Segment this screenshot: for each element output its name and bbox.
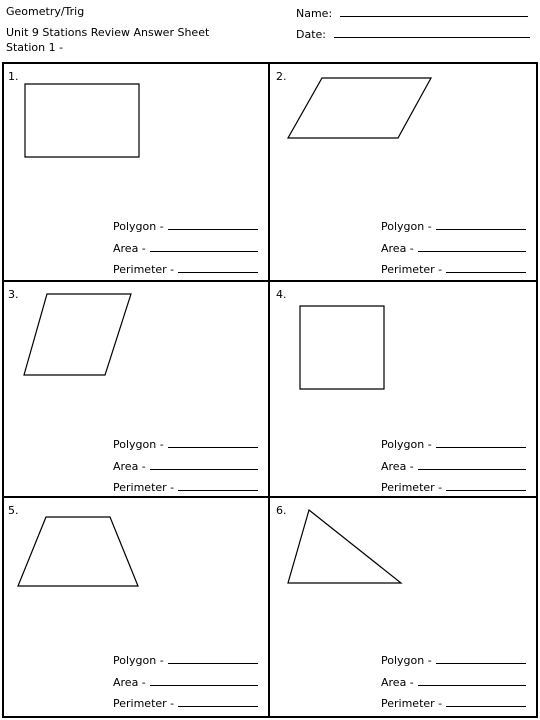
- area-answer-line[interactable]: [150, 469, 258, 470]
- name-row: [296, 5, 528, 20]
- problem-number: 6.: [276, 504, 287, 517]
- perimeter-label: Perimeter -: [381, 263, 443, 276]
- problem-cell-5: [2, 498, 270, 714]
- problem-number: 3.: [8, 288, 19, 301]
- polygon-answer-line[interactable]: [168, 447, 258, 448]
- polygon-label: Polygon -: [113, 654, 164, 667]
- perimeter-answer-line[interactable]: [178, 490, 258, 491]
- sheet-title: Unit 9 Stations Review Answer Sheet: [6, 26, 210, 39]
- problem-cell-4: [270, 282, 538, 498]
- polygon-label: Polygon -: [381, 654, 432, 667]
- answer-fields: [113, 646, 258, 711]
- course-name: Geometry/Trig: [6, 5, 85, 18]
- answer-fields: [381, 212, 526, 277]
- answer-fields: [113, 212, 258, 277]
- polygon-label: Polygon -: [113, 438, 164, 451]
- answer-fields: [113, 430, 258, 495]
- area-answer-line[interactable]: [150, 685, 258, 686]
- polygon-label: Polygon -: [381, 438, 432, 451]
- problem-cell-1: [2, 64, 270, 280]
- polygon-label: Polygon -: [113, 220, 164, 233]
- area-answer-line[interactable]: [150, 251, 258, 252]
- date-field[interactable]: [334, 26, 530, 38]
- date-row: [296, 26, 530, 41]
- problem-cell-6: [270, 498, 538, 714]
- perimeter-label: Perimeter -: [113, 481, 175, 494]
- problem-number: 4.: [276, 288, 287, 301]
- perimeter-answer-line[interactable]: [178, 706, 258, 707]
- problem-cell-2: [270, 64, 538, 280]
- polygon-answer-line[interactable]: [168, 229, 258, 230]
- area-answer-line[interactable]: [418, 251, 526, 252]
- problem-number: 5.: [8, 504, 19, 517]
- polygon-answer-line[interactable]: [436, 447, 526, 448]
- polygon-label: Polygon -: [381, 220, 432, 233]
- area-label: Area -: [113, 241, 146, 255]
- polygon-answer-line[interactable]: [436, 663, 526, 664]
- perimeter-label: Perimeter -: [381, 697, 443, 710]
- polygon-answer-line[interactable]: [168, 663, 258, 664]
- perimeter-answer-line[interactable]: [178, 272, 258, 273]
- date-label: Date:: [296, 28, 326, 41]
- perimeter-answer-line[interactable]: [446, 272, 526, 273]
- polygon-answer-line[interactable]: [436, 229, 526, 230]
- problem-number: 2.: [276, 70, 287, 83]
- answer-fields: [381, 646, 526, 711]
- area-label: Area -: [381, 675, 414, 689]
- area-label: Area -: [381, 459, 414, 473]
- perimeter-label: Perimeter -: [381, 481, 443, 494]
- perimeter-label: Perimeter -: [113, 697, 175, 710]
- station-label: Station 1 -: [6, 41, 64, 54]
- perimeter-answer-line[interactable]: [446, 490, 526, 491]
- perimeter-answer-line[interactable]: [446, 706, 526, 707]
- name-field[interactable]: [340, 5, 528, 17]
- area-label: Area -: [113, 459, 146, 473]
- area-answer-line[interactable]: [418, 685, 526, 686]
- perimeter-label: Perimeter -: [113, 263, 175, 276]
- problem-number: 1.: [8, 70, 19, 83]
- area-answer-line[interactable]: [418, 469, 526, 470]
- area-label: Area -: [381, 241, 414, 255]
- problem-cell-3: [2, 282, 270, 498]
- area-label: Area -: [113, 675, 146, 689]
- answer-fields: [381, 430, 526, 495]
- name-label: Name:: [296, 7, 333, 20]
